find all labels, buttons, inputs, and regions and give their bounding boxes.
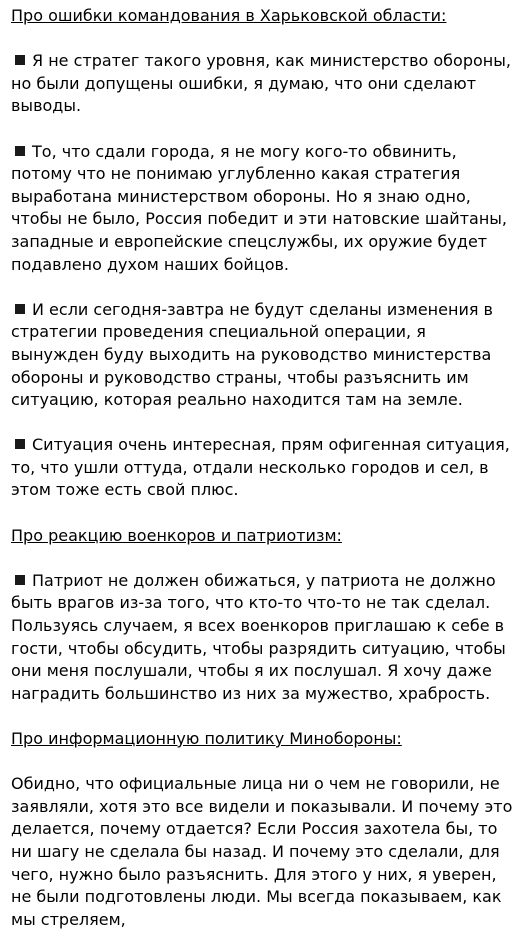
paragraph-text: Я не стратег такого уровня, как министерство обороны, но были допущены ошибки, я думаю, что они сделают выводы. [11,51,511,116]
bullet-paragraph [11,570,516,706]
paragraph-text: И если сегодня-завтра не будут сделаны изменения в стратегии проведения специальной операции, я вынужден буду выходить на руководство министерства обороны и руководство страны, чтобы разъяснить им ситуацию, которая реально находится там на земле. [11,299,493,410]
paragraph-text: Патриот не должен обижаться, у патриота не должно быть врагов из-за того, что кто-то что-то не так сделал. Пользуясь случаем, я всех военкоров приглашаю к себе в гости, чтобы обсудить, чтобы разрядить ситуацию, чтобы они меня послушали, чтобы я их послушал. Я хочу даже наградить большинство из них за мужество, храбрость. [11,570,506,703]
section-heading: Про информационную политику Минобороны: [11,729,402,748]
bullet-paragraph [11,50,516,118]
section-heading: Про реакцию военкоров и патриотизм: [11,525,342,545]
section-kharkiv-errors [11,5,516,525]
black-square-icon [15,439,25,449]
black-square-icon [15,304,25,314]
black-square-icon [15,146,25,156]
section-mod-info-policy [11,728,516,931]
document-page [11,5,516,931]
paragraph-text: Ситуация очень интересная, прям офигенная ситуация, то, что ушли оттуда, отдали несколько городов и сел, в этом тоже есть свой плюс. [11,435,510,500]
section-heading: Про ошибки командования в Харьковской области: [11,6,447,25]
black-square-icon [15,575,25,585]
section-voenkors-patriotism [11,525,516,728]
paragraph-text: То, что сдали города, я не могу кого-то обвинить, потому что не понимаю углубленно какая стратегия выработана министерством обороны. Но я знаю одно, чтобы не было, Россия победит и эти натовские шайтаны, западные и европейские спецслужбы, их оружие будет подавлено духом наших бойцов. [11,141,508,274]
bullet-paragraph [11,434,516,502]
paragraph-text: Обидно, что официальные лица ни о чем не говорили, не заявляли, хотя это все видели и показывали. И почему это делается, почему отдается? Если Россия захотела бы, то ни шагу не сделала бы назад. И почему это сделали, для чего, нужно было разъяснить. Для этого у них, я уверен, не были подготовлены люди. Мы всегда показываем, как мы стреляем, [11,774,513,929]
black-square-icon [15,55,25,65]
bullet-paragraph [11,299,516,412]
bullet-paragraph [11,141,516,277]
